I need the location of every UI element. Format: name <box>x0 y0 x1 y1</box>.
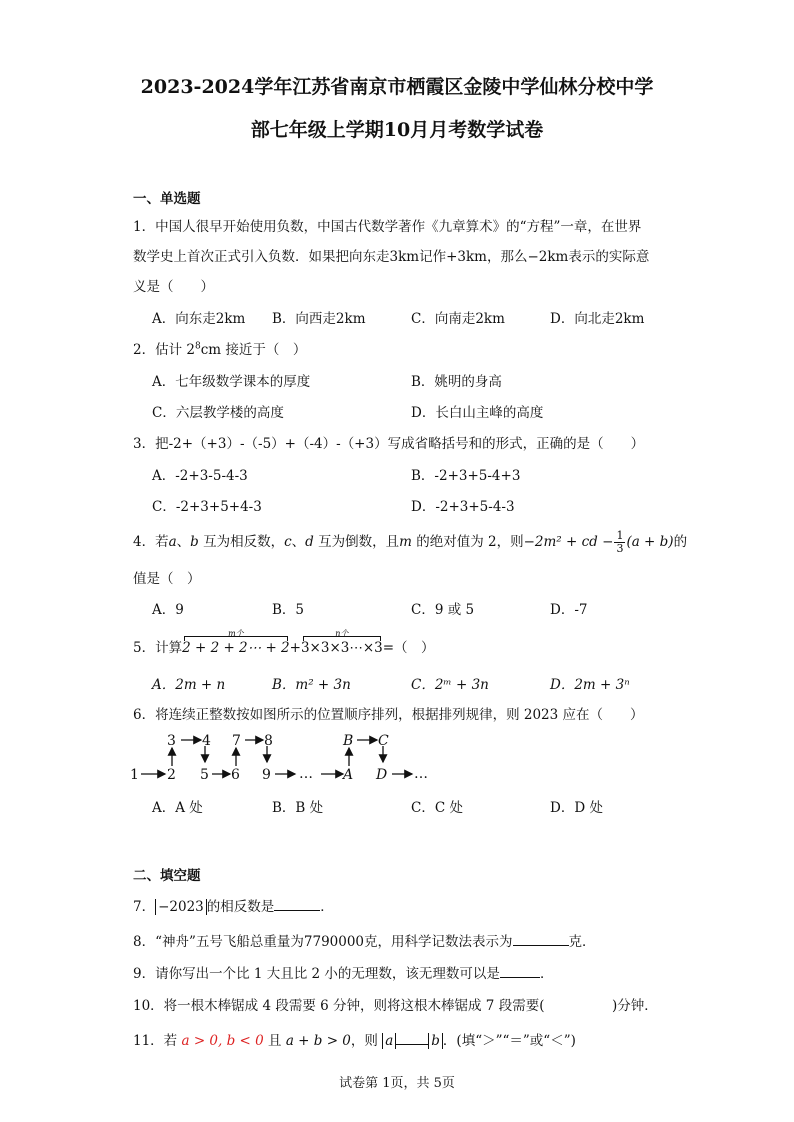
q9-answer-blank[interactable] <box>500 963 540 978</box>
fig-b: B <box>343 733 354 749</box>
q4-p4: 、 <box>291 534 306 550</box>
fig-dots-1: … <box>299 766 313 782</box>
fig-d: D <box>376 767 388 783</box>
fig-6: 6 <box>231 767 240 783</box>
q7-post: 的相反数是 <box>206 899 275 915</box>
q5-n-label: n个 <box>335 629 349 638</box>
q4-p5: 互为倒数，且 <box>313 534 400 550</box>
q11-abs-a: a <box>382 1033 396 1049</box>
q4-option-a[interactable]: A．9 <box>152 602 184 618</box>
q5-option-b[interactable]: B．m² + 3n <box>272 677 351 693</box>
q4-var-a: a <box>168 534 177 550</box>
q6-option-d[interactable]: D．D 处 <box>550 800 603 816</box>
q3-option-a[interactable]: A．-2+3-5-4-3 <box>152 468 248 484</box>
q4-p1: 4．若 <box>133 534 169 550</box>
fig-8: 8 <box>264 733 273 749</box>
title-line-1: 2023-2024学年江苏省南京市栖霞区金陵中学仙林分校中学 <box>140 76 654 98</box>
q11-condition-1: a > 0, b < 0 <box>181 1033 264 1049</box>
q4-fraction <box>614 530 625 555</box>
fig-c: C <box>378 733 389 749</box>
q4-p2: 、 <box>176 534 191 550</box>
q1-line-3: 义是（ ） <box>133 279 214 295</box>
q5-pre: 5．计算 <box>133 640 183 656</box>
q5-plus: + <box>289 640 301 656</box>
q4-expr-2: (a + b) <box>626 534 674 550</box>
q6-arrows <box>141 740 412 774</box>
q9-pre: 9．请你写出一个比 1 大且比 2 小的无理数，该无理数可以是 <box>133 966 500 982</box>
q6-stem: 6．将连续正整数按如图所示的位置顺序排列，根据排列规律，则 2023 应在（ ） <box>133 707 644 723</box>
q8 <box>133 930 596 950</box>
q2-stem <box>133 338 306 358</box>
q2-option-a[interactable]: A．七年级数学课本的厚度 <box>152 374 311 390</box>
q6-option-b[interactable]: B．B 处 <box>272 800 324 816</box>
q6-option-c[interactable]: C．C 处 <box>411 800 463 816</box>
q1-option-a[interactable]: A．向东走2km <box>152 311 246 327</box>
q2-option-d[interactable]: D．长白山主峰的高度 <box>411 405 544 421</box>
q7-answer-blank[interactable] <box>274 896 320 911</box>
q11-condition-2: a + b > 0 <box>285 1033 351 1049</box>
q3-stem: 3．把-2+（+3）-（-5）+（-4）-（+3）写成省略括号和的形式，正确的是（ ） <box>133 436 645 452</box>
q2-option-c[interactable]: C．六层教学楼的高度 <box>152 405 284 421</box>
q1-option-b[interactable]: B．向西走2km <box>272 311 366 327</box>
q8-end: 克． <box>568 934 596 950</box>
q11-answer-blank[interactable] <box>396 1030 428 1045</box>
q6-figure <box>125 728 445 788</box>
q2-stem-pre: 2．估计 2 <box>133 342 195 358</box>
q4-var-d: d <box>305 534 314 550</box>
q9 <box>133 962 553 982</box>
q3-option-b[interactable]: B．-2+3+5-4+3 <box>411 468 521 484</box>
fig-3: 3 <box>167 733 176 749</box>
q11-mid-2: ，则 <box>350 1033 378 1049</box>
q4-p6: 的绝对值为 2，则 <box>411 534 524 550</box>
q4-option-d[interactable]: D．-7 <box>550 602 588 618</box>
q6-option-a[interactable]: A．A 处 <box>152 800 203 816</box>
q5-sum-group <box>182 629 290 656</box>
q4-frac-num: 1 <box>616 529 624 542</box>
page-footer: 试卷第 1页，共 5页 <box>339 1076 455 1091</box>
q9-end: ． <box>539 966 554 982</box>
q7-end: ． <box>320 899 334 915</box>
q4-p3: 互为相反数， <box>198 534 285 550</box>
q2-option-b[interactable]: B．姚明的身高 <box>411 374 502 390</box>
q5-stem <box>133 629 435 656</box>
q10: 10．将一根木棒锯成 4 段需要 6 分钟，则将这根木棒锯成 7 段需要( )分钟． <box>133 998 658 1014</box>
q4-stem <box>133 530 687 555</box>
q4-line-2: 值是（ ） <box>133 571 201 587</box>
q4-var-c: c <box>284 534 292 550</box>
q7 <box>133 895 334 915</box>
q8-answer-blank[interactable] <box>513 931 569 946</box>
q5-option-c[interactable]: C．2ᵐ + 3n <box>411 677 489 693</box>
q5-option-a[interactable]: A．2m + n <box>152 677 226 693</box>
q4-option-b[interactable]: B．5 <box>272 602 305 618</box>
q1-line-2: 数学史上首次正式引入负数．如果把向东走3km记作+3km，那么−2km表示的实际意 <box>133 249 650 265</box>
section-single-choice: 一、单选题 <box>133 191 201 207</box>
q5-sum-brace <box>184 636 288 641</box>
section-fill-blank: 二、填空题 <box>133 868 201 884</box>
q4-option-c[interactable]: C．9 或 5 <box>411 602 475 618</box>
q5-prod-group <box>300 629 383 656</box>
fig-5: 5 <box>200 767 209 783</box>
title-line-2: 部七年级上学期10月月考数学试卷 <box>250 119 544 141</box>
q5-sum: 2 + 2 + 2⋯ + 2 <box>182 640 290 656</box>
q1-line-1: 1．中国人很早开始使用负数，中国古代数学著作《九章算术》的“方程”一章，在世界 <box>133 219 642 235</box>
q2-exponent: 8 <box>194 341 201 352</box>
q5-m-label: m个 <box>228 629 244 638</box>
fig-1: 1 <box>130 767 139 783</box>
q11-post: ．(填“＞”“＝”或“＜”) <box>442 1033 576 1049</box>
fig-4: 4 <box>202 733 211 749</box>
q5-post: =（ ） <box>382 640 435 656</box>
q5-prod-brace <box>303 636 381 641</box>
q3-option-d[interactable]: D．-2+3+5-4-3 <box>411 499 515 515</box>
q11-mid: 且 <box>268 1033 282 1049</box>
q4-p7: 的 <box>673 534 688 550</box>
q2-stem-post: cm 接近于（ ） <box>200 342 307 358</box>
q3-option-c[interactable]: C．-2+3+5+4-3 <box>152 499 262 515</box>
q5-prod: 3×3×3⋯×3 <box>300 640 383 656</box>
q4-expr-1: −2m² + cd − <box>523 534 614 550</box>
q4-frac-den: 3 <box>616 542 624 555</box>
q7-abs-value: −2023 <box>155 899 207 915</box>
q4-var-b: b <box>190 534 199 550</box>
q11-pre: 11．若 <box>133 1033 178 1049</box>
q7-pre: 7． <box>133 899 156 915</box>
q5-option-d[interactable]: D．2m + 3ⁿ <box>550 677 630 693</box>
fig-2: 2 <box>167 767 176 783</box>
q11-abs-b: b <box>428 1033 443 1049</box>
q1-option-c[interactable]: C．向南走2km <box>411 311 505 327</box>
q11 <box>133 1029 576 1049</box>
fig-7: 7 <box>232 733 241 749</box>
q4-var-m: m <box>399 534 412 550</box>
q8-pre: 8．“神舟”五号飞船总重量为7790000克，用科学记数法表示为 <box>133 934 513 950</box>
fig-9: 9 <box>262 767 271 783</box>
fig-dots-2: … <box>414 766 428 782</box>
q1-option-d[interactable]: D．向北走2km <box>550 311 645 327</box>
fig-a: A <box>343 767 354 783</box>
